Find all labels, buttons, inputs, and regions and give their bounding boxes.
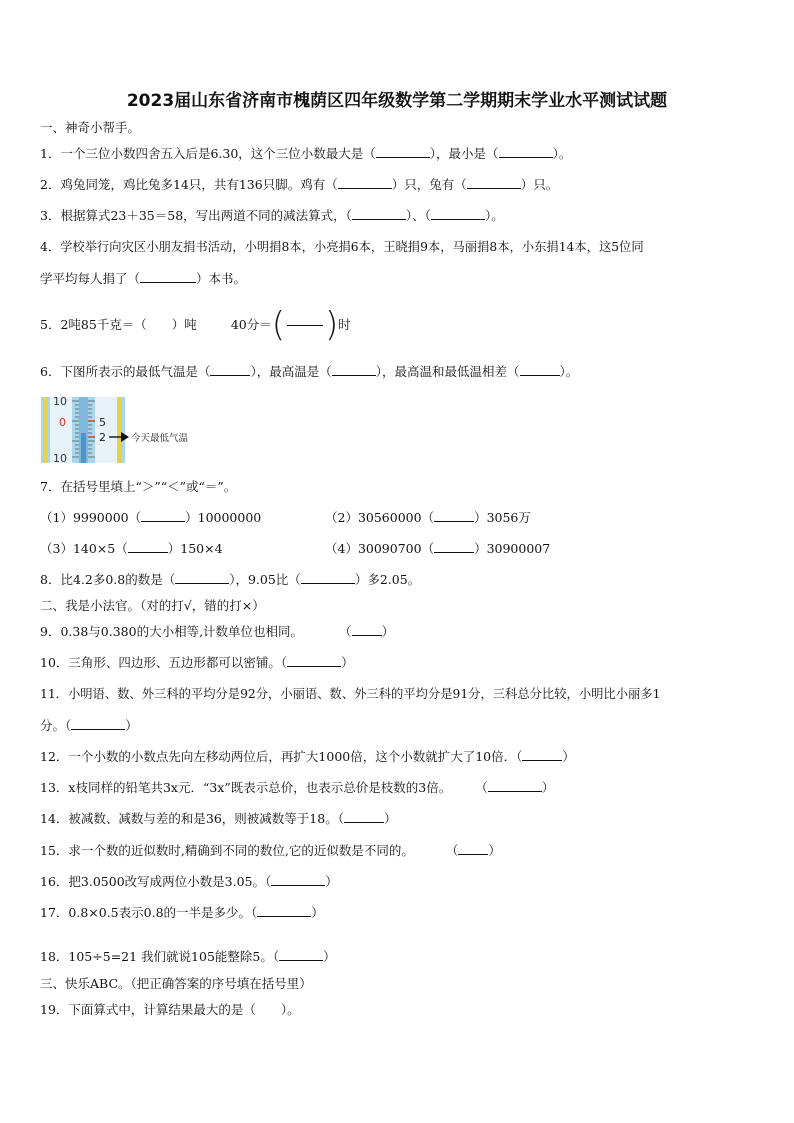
thermometer-frame-right	[117, 397, 122, 463]
answer-blank	[467, 177, 521, 189]
answer-blank	[287, 655, 341, 667]
answer-blank	[301, 572, 355, 584]
answer-blank	[431, 208, 485, 220]
min-temp-note: 今天最低气温	[131, 433, 189, 444]
answer-blank	[344, 811, 384, 823]
question-11-line-1: 11．小明语、数、外三科的平均分是92分，小丽语、数、外三科的平均分是91分，三科总分比较，小明比小丽多1	[40, 687, 661, 701]
question-8: 8．比4.2多0.8的数是（ ），9.05比（ ）多2.05。	[40, 572, 421, 587]
answer-blank	[458, 843, 488, 855]
answer-blank	[434, 510, 474, 522]
answer-blank	[128, 541, 168, 553]
question-6: 6．下图所表示的最低气温是（ ），最高温是（ ），最高温和最低温相差（ ）。	[40, 364, 579, 379]
section-3-heading: 三、快乐ABC。（把正确答案的序号填在括号里）	[40, 976, 312, 991]
question-2: 2．鸡兔同笼，鸡比兔多14只，共有136只脚。鸡有（ ）只，兔有（ ）只。	[40, 177, 559, 192]
question-5: 5．2吨85千克＝（ ）吨 40分＝ ( ) 时	[40, 305, 351, 345]
question-9: 9．0.38与0.380的大小相等,计数单位也相同。 （ ）	[40, 624, 395, 639]
answer-blank	[140, 271, 196, 283]
scale-label-top-10: 10	[53, 395, 67, 408]
question-14: 14．被减数、减数与差的和是36，则被减数等于18。（ ）	[40, 811, 397, 826]
thermometer-liquid	[81, 433, 86, 463]
question-7-heading: 7．在括号里填上“＞”“＜”或“＝”。	[40, 479, 237, 494]
thermometer-scale-right	[95, 397, 117, 463]
question-13: 13．x枝同样的铅笔共3x元．“3x”既表示总价，也表示总价是枝数的3倍。 （ ）	[40, 780, 555, 795]
answer-blank	[352, 208, 406, 220]
answer-blank	[271, 874, 325, 886]
question-3: 3．根据算式23＋35＝58，写出两道不同的减法算式，（ ）、（ ）。	[40, 208, 504, 223]
question-16: 16．把3.0500改写成两位小数是3.05。（ ）	[40, 874, 338, 889]
answer-blank	[434, 541, 474, 553]
section-1-heading: 一、神奇小帮手。	[40, 120, 141, 135]
question-7-item-2: （2）30560000（ ）3056万	[325, 510, 531, 525]
question-7-item-1: （1）9990000（ ）10000000	[40, 510, 262, 525]
answer-blank	[175, 572, 229, 584]
answer-blank	[71, 718, 125, 730]
answer-blank	[488, 780, 542, 792]
answer-blank	[520, 364, 560, 376]
max-temp-label: 5	[99, 416, 106, 429]
answer-blank	[522, 749, 562, 761]
fraction-blank: ( )	[271, 305, 339, 345]
section-2-heading: 二、我是小法官。（对的打√，错的打×）	[40, 598, 265, 613]
scale-label-0: 0	[59, 416, 66, 429]
question-10: 10．三角形、四边形、五边形都可以密铺。（ ）	[40, 655, 354, 670]
exam-title: 2023届山东省济南市槐荫区四年级数学第二学期期末学业水平测试试题	[126, 91, 668, 111]
answer-blank	[210, 364, 250, 376]
min-temp-label: 2	[99, 431, 106, 444]
answer-blank	[279, 949, 323, 961]
question-4-line-2: 学平均每人捐了（ ）本书。	[40, 271, 247, 286]
question-4-line-1: 4．学校举行向灾区小朋友捐书活动，小明捐8本，小亮捐6本，王晓捐9本，马丽捐8本，小东捐14本，这5位同	[40, 240, 644, 254]
question-1: 1．一个三位小数四舍五入后是6.30，这个三位小数最大是（ ），最小是（ ）。	[40, 146, 572, 161]
answer-blank	[352, 624, 382, 636]
answer-blank	[338, 177, 392, 189]
thermometer-frame-left	[43, 397, 48, 463]
question-19: 19．下面算式中，计算结果最大的是（ ）。	[40, 1002, 300, 1017]
scale-label-bottom-10: 10	[53, 452, 67, 465]
question-15: 15．求一个数的近似数时,精确到不同的数位,它的近似数是不同的。 （ ）	[40, 843, 501, 858]
answer-blank	[499, 146, 553, 158]
thermometer-figure	[41, 395, 201, 465]
answer-blank	[141, 510, 185, 522]
question-17: 17．0.8×0.5表示0.8的一半是多少。（ ）	[40, 905, 324, 920]
question-7-item-4: （4）30090700（ ）30900007	[325, 541, 551, 556]
question-7-item-3: （3）140×5（ ）150×4	[40, 541, 223, 556]
answer-blank	[257, 905, 311, 917]
question-11-line-2: 分。（ ）	[40, 718, 138, 733]
question-12: 12．一个小数的小数点先向左移动两位后，再扩大1000倍，这个小数就扩大了10倍．（ ）	[40, 749, 575, 764]
answer-blank	[332, 364, 376, 376]
answer-blank	[376, 146, 430, 158]
question-18: 18．105÷5=21 我们就说105能整除5。（ ）	[40, 949, 336, 964]
